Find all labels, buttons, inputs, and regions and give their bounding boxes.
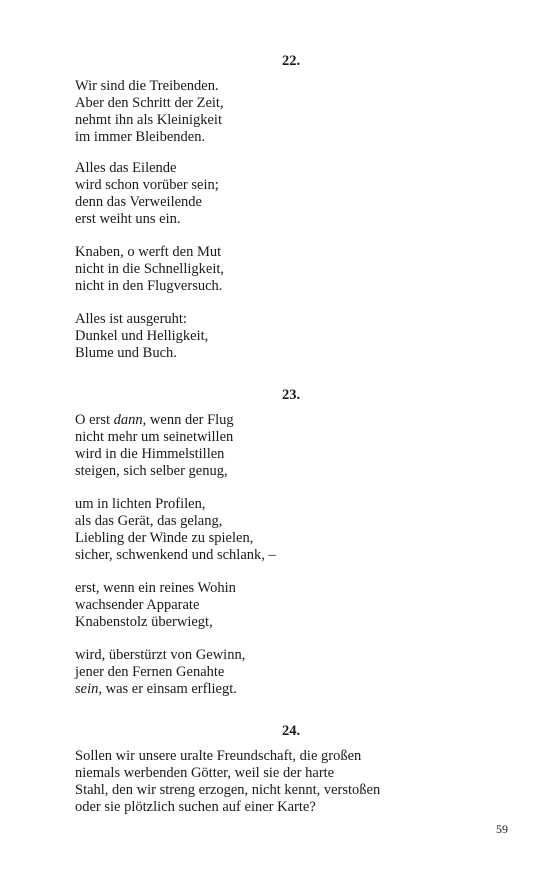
verse-line: Knaben, o werft den Mut [75, 244, 222, 260]
poem-24-stanza-1 [75, 748, 515, 816]
poem-22-stanza-3 [75, 244, 515, 295]
poem-number-22: 22. [281, 53, 301, 69]
verse-text: wenn der Flug [146, 412, 234, 428]
verse-line: niemals werbenden Götter, weil sie der harte [75, 765, 335, 781]
poem-23-stanza-3 [75, 580, 515, 631]
verse-line: oder sie plötzlich suchen auf einer Karte? [75, 799, 316, 815]
verse-line: im immer Bleibenden. [75, 129, 206, 145]
verse-line: Aber den Schritt der Zeit, [75, 95, 224, 111]
verse-line: nicht in die Schnelligkeit, [75, 261, 225, 277]
verse-text: was er einsam erfliegt. [101, 681, 237, 697]
verse-line: sicher, schwenkend und schlank, – [75, 547, 276, 563]
poem-23-stanza-1 [75, 412, 515, 480]
verse-line: steigen, sich selber genug, [75, 463, 228, 479]
verse-line: Liebling der Winde zu spielen, [75, 530, 254, 546]
verse-line: nicht in den Flugversuch. [75, 278, 223, 294]
poem-23-stanza-2 [75, 496, 515, 564]
verse-line: Knabenstolz überwiegt, [75, 614, 213, 630]
verse-line: Sollen wir unsere uralte Freundschaft, die großen [75, 748, 362, 764]
verse-line: wird, überstürzt von Gewinn, [75, 647, 246, 663]
poem-23-stanza-4 [75, 647, 515, 698]
verse-line: nicht mehr um seinetwillen [75, 429, 234, 445]
verse-line: Stahl, den wir streng erzogen, nicht kennt, verstoßen [75, 782, 381, 798]
verse-line: nehmt ihn als Kleinigkeit [75, 112, 222, 128]
verse-line: erst weiht uns ein. [75, 211, 181, 227]
poem-22-stanza-1 [75, 78, 515, 146]
poem-22-stanza-4 [75, 311, 515, 362]
verse-line: Alles das Eilende [75, 160, 177, 176]
verse-text: O erst [75, 412, 114, 428]
poem-22-stanza-2 [75, 160, 515, 228]
verse-emphasis: dann, [113, 412, 147, 428]
verse-emphasis: sein, [75, 681, 102, 697]
page-number: 59 [496, 822, 508, 836]
verse-line: um in lichten Profilen, [75, 496, 206, 512]
verse-line [75, 681, 515, 698]
verse-line: Wir sind die Treibenden. [75, 78, 219, 94]
poem-number-24: 24. [281, 723, 301, 739]
verse-line: wird schon vorüber sein; [75, 177, 219, 193]
verse-line: Dunkel und Helligkeit, [75, 328, 209, 344]
verse-line: erst, wenn ein reines Wohin [75, 580, 236, 596]
verse-line: als das Gerät, das gelang, [75, 513, 223, 529]
verse-line: denn das Verweilende [75, 194, 202, 210]
poem-number-23: 23. [281, 387, 301, 403]
verse-line: Alles ist ausgeruht: [75, 311, 187, 327]
verse-line: wird in die Himmelstillen [75, 446, 225, 462]
verse-line: Blume und Buch. [75, 345, 177, 361]
verse-line: jener den Fernen Genahte [75, 664, 225, 680]
verse-line [75, 412, 515, 429]
verse-line: wachsender Apparate [75, 597, 200, 613]
